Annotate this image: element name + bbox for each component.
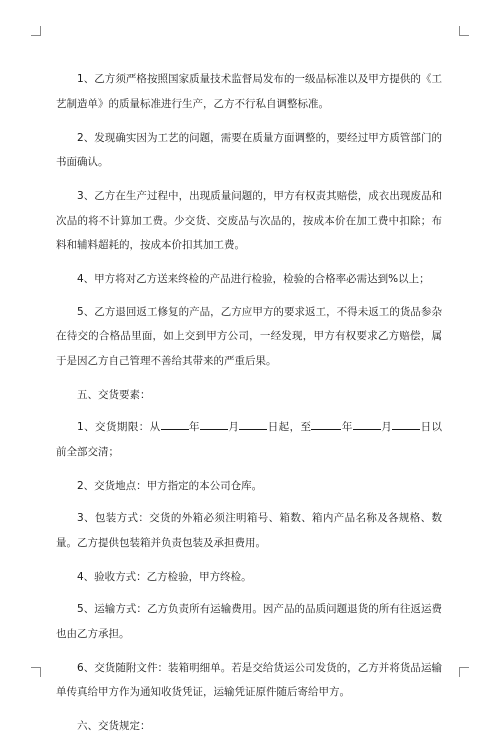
- crop-mark-top-right: [459, 26, 469, 36]
- delivery-clause-1: [56, 415, 442, 464]
- delivery-clause-2: 2、交货地点：甲方指定的本公司仓库。: [77, 479, 263, 492]
- quality-clause-1: 1、乙方须严格按照国家质量技术监督局发布的一级品标准以及甲方提供的《工艺制造单》的质量标准进行生产，乙方不行私自调整标准。: [56, 73, 442, 110]
- delivery-clause-4: 4、验收方式：乙方检验，甲方终检。: [77, 570, 252, 583]
- blank-start-year: [161, 417, 189, 430]
- quality-clause-3: 3、乙方在生产过程中，出现质量问题的，甲方有权责其赔偿，成衣出现废品和次品的将不计算加工费。少交货、交废品与次品的，按成本价在加工费中扣除；布料和辅料超耗的，按成本价扣其加工费。: [56, 190, 442, 251]
- section-heading-delivery-elements: 五、交货要素：: [77, 388, 151, 401]
- crop-mark-bottom-right: [459, 667, 469, 677]
- blank-start-month: [200, 417, 228, 430]
- delivery-clause-6: 6、交货随附文件：装箱明细单。若是交给货运公司发货的，乙方并将货品运输单传真给甲方作为通知收货凭证，运输凭证原件随后寄给甲方。: [56, 661, 442, 698]
- crop-mark-top-left: [31, 26, 41, 36]
- delivery-clause-3: 3、包装方式：交货的外箱必须注明箱号、箱数、箱内产品名称及各规格、数量。乙方提供包装箱并负责包装及承担费用。: [56, 512, 442, 549]
- blank-end-day: [392, 417, 420, 430]
- delivery-term-prefix: 1、交货期限：从: [77, 421, 161, 433]
- year-label: 年: [188, 421, 200, 433]
- year-label: 年: [341, 421, 353, 433]
- quality-clause-2: 2、发现确实因为工艺的问题，需要在质量方面调整的，要经过甲方质管部门的书面确认。: [56, 131, 442, 168]
- section-heading-delivery-rules: 六、交货规定：: [77, 720, 151, 732]
- day-end-label: 日以前全部交清；: [56, 421, 443, 458]
- month-label: 月: [227, 421, 240, 433]
- quality-clause-4: 4、甲方将对乙方送来终检的产品进行检验，检验的合格率必需达到%以上；: [77, 273, 430, 285]
- month-label: 月: [380, 421, 393, 433]
- quality-clause-5: 5、乙方退回返工修复的产品，乙方应甲方的要求返工，不得未返工的货品参杂在待交的合格品里面，如上交到甲方公司，一经发现，甲方有权要求乙方赔偿，属于是因乙方自己管理不善给其带来的严重后果。: [56, 305, 442, 367]
- delivery-clause-5: 5、运输方式：乙方负责所有运输费用。因产品的品质问题退货的所有往返运费也由乙方承担。: [56, 603, 442, 640]
- day-from-label: 日起，至: [267, 421, 312, 433]
- document-body: [56, 67, 442, 748]
- blank-end-month: [353, 417, 381, 430]
- blank-start-day: [239, 417, 267, 430]
- crop-mark-bottom-left: [31, 667, 41, 677]
- blank-end-year: [311, 417, 341, 430]
